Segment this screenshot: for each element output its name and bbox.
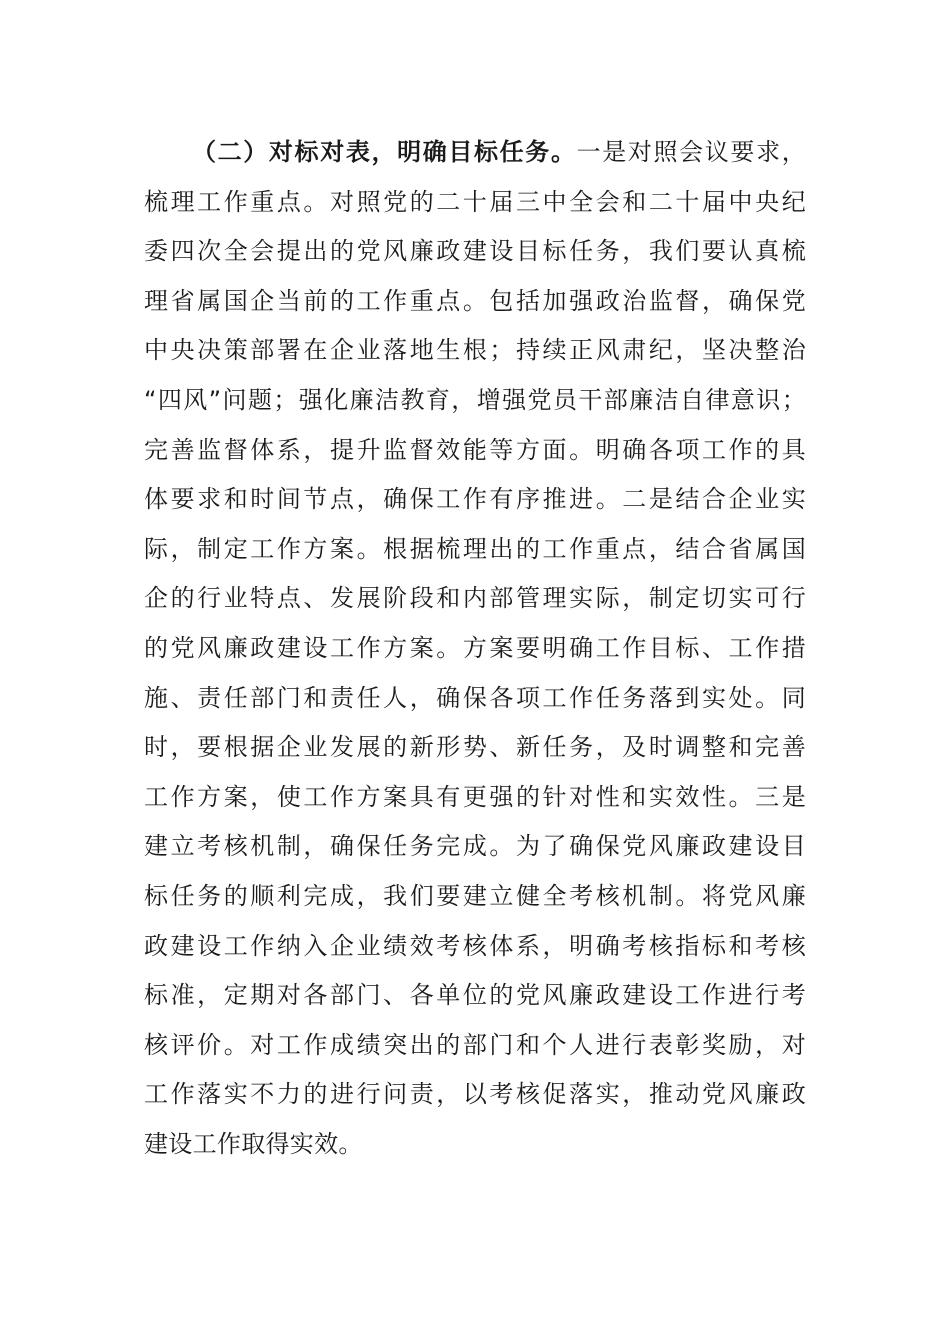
- paragraph-line-16: 标任务的顺利完成，我们要建立健全考核机制。将党风廉: [144, 881, 806, 910]
- paragraph-line-13: 时，要根据企业发展的新形势、新任务，及时调整和完善: [144, 733, 806, 762]
- paragraph-line-21: 建设工作取得实效。: [144, 1129, 363, 1158]
- paragraph-line-20: 工作落实不力的进行问责，以考核促落实，推动党风廉政: [144, 1080, 806, 1109]
- paragraph-line-text: 一是对照会议要求，: [576, 138, 807, 166]
- paragraph-line-18: 标准，定期对各部门、各单位的党风廉政建设工作进行考: [144, 981, 806, 1010]
- paragraph-line-9: 际，制定工作方案。根据梳理出的工作重点，结合省属国: [144, 534, 806, 563]
- paragraph-line-14: 工作方案，使工作方案具有更强的针对性和实效性。三是: [144, 782, 806, 811]
- section-heading: （二）对标对表，明确目标任务。: [192, 138, 577, 166]
- paragraph-line-7: 完善监督体系，提升监督效能等方面。明确各项工作的具: [144, 435, 806, 464]
- paragraph-line-1: [144, 128, 806, 178]
- paragraph-line-12: 施、责任部门和责任人，确保各项工作任务落到实处。同: [144, 683, 806, 712]
- paragraph-line-10: 企的行业特点、发展阶段和内部管理实际，制定切实可行: [144, 584, 806, 613]
- paragraph-line-19: 核评价。对工作成绩突出的部门和个人进行表彰奖励，对: [144, 1030, 806, 1059]
- paragraph-line-4: 理省属国企当前的工作重点。包括加强政治监督，确保党: [144, 286, 806, 315]
- body-paragraph: [144, 128, 806, 1169]
- paragraph-line-11: 的党风廉政建设工作方案。方案要明确工作目标、工作措: [144, 633, 806, 662]
- paragraph-line-15: 建立考核机制，确保任务完成。为了确保党风廉政建设目: [144, 832, 806, 861]
- paragraph-line-8: 体要求和时间节点，确保工作有序推进。二是结合企业实: [144, 485, 806, 514]
- paragraph-line-2: 梳理工作重点。对照党的二十届三中全会和二十届中央纪: [144, 187, 806, 216]
- paragraph-line-5: 中央决策部署在企业落地生根；持续正风肃纪，坚决整治: [144, 336, 806, 365]
- paragraph-line-6: “四风”问题；强化廉洁教育，增强党员干部廉洁自律意识；: [144, 385, 806, 414]
- paragraph-line-3: 委四次全会提出的党风廉政建设目标任务，我们要认真梳: [144, 237, 806, 266]
- paragraph-line-17: 政建设工作纳入企业绩效考核体系，明确考核指标和考核: [144, 931, 806, 960]
